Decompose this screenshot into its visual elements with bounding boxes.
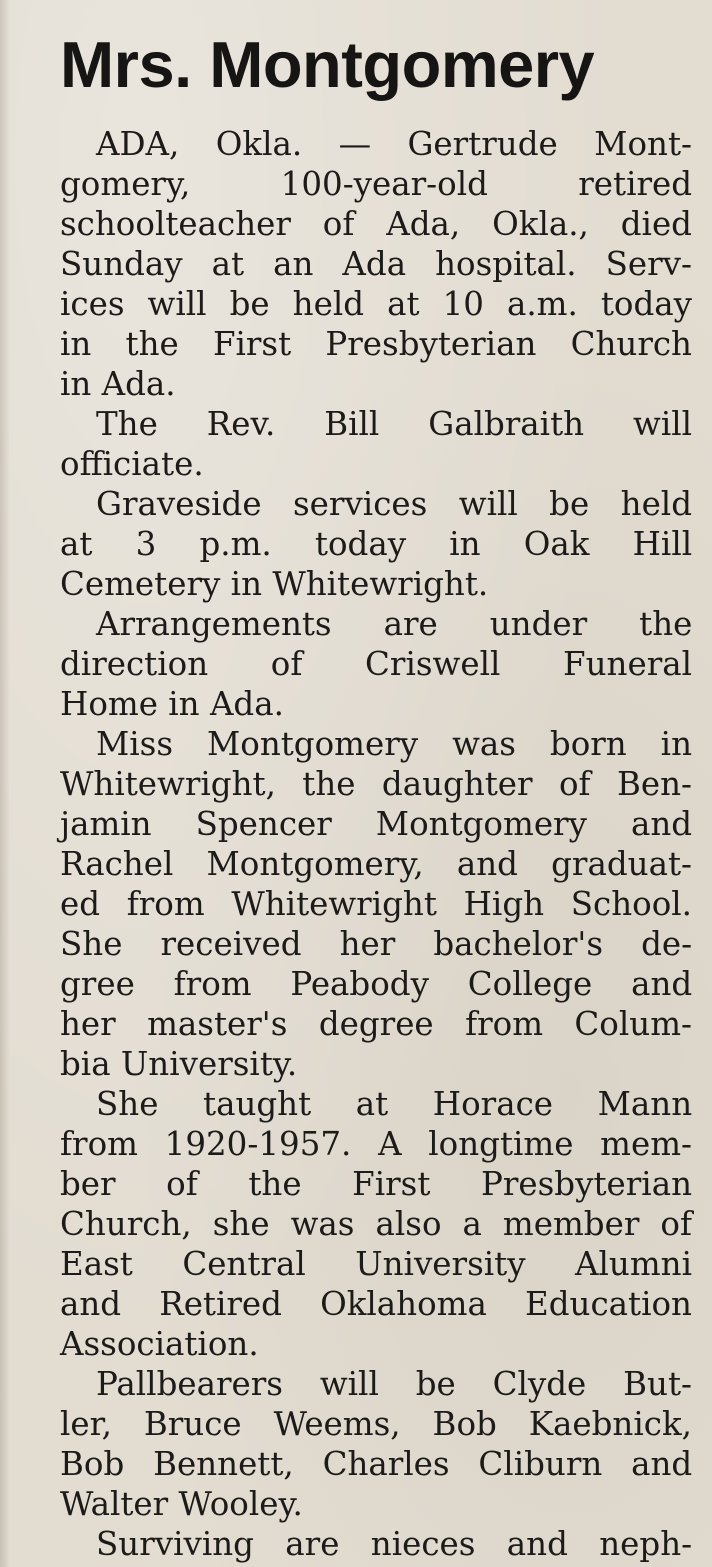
article-line: Walter Wooley. xyxy=(60,1485,303,1523)
article-line: ices will be held at 10 a.m. today xyxy=(60,285,693,323)
article-line: in Ada. xyxy=(60,365,176,403)
article-line: Bob Bennett, Charles Cliburn and xyxy=(60,1445,693,1483)
article-line: She received her bachelor's de- xyxy=(60,925,693,963)
article-line: from 1920-1957. A longtime mem- xyxy=(60,1125,692,1163)
article-line: Pallbearers will be Clyde But- xyxy=(96,1365,692,1403)
article-line: Surviving are nieces and neph- xyxy=(96,1525,693,1563)
article-line: gree from Peabody College and xyxy=(60,965,693,1003)
article-line: Home in Ada. xyxy=(60,685,284,723)
article-paragraph xyxy=(60,484,692,604)
headline: Mrs. Montgomery xyxy=(60,28,595,101)
article-paragraph xyxy=(60,124,692,404)
article-line: jamin Spencer Montgomery and xyxy=(60,805,693,843)
article-paragraph xyxy=(60,604,692,724)
article-line: ber of the First Presbyterian xyxy=(60,1165,692,1203)
article-line: East Central University Alumni xyxy=(60,1245,692,1283)
article-line: schoolteacher of Ada, Okla., died xyxy=(60,205,692,243)
article-line: Sunday at an Ada hospital. Serv- xyxy=(60,245,692,283)
article-line: Miss Montgomery was born in xyxy=(96,725,692,763)
article-line: Cemetery in Whitewright. xyxy=(60,565,489,603)
article-paragraph xyxy=(60,1364,692,1524)
paper-edge-shadow xyxy=(0,0,10,1567)
article-paragraph xyxy=(60,1524,692,1564)
article-line: direction of Criswell Funeral xyxy=(60,645,692,683)
article-line: ADA, Okla. — Gertrude Mont- xyxy=(96,125,692,163)
article-line: Whitewright, the daughter of Ben- xyxy=(60,765,692,803)
article-line: ed from Whitewright High School. xyxy=(60,885,692,923)
article-paragraph xyxy=(60,1084,692,1364)
article-line: and Retired Oklahoma Education xyxy=(60,1285,692,1323)
article-line: Association. xyxy=(60,1325,259,1363)
article-paragraph xyxy=(60,404,692,484)
article-line: She taught at Horace Mann xyxy=(96,1085,693,1123)
article-paragraph xyxy=(60,724,692,1084)
article-line: at 3 p.m. today in Oak Hill xyxy=(60,525,693,563)
article-line: The Rev. Bill Galbraith will xyxy=(96,405,692,443)
article-body xyxy=(60,124,692,1564)
article-line: Rachel Montgomery, and graduat- xyxy=(60,845,692,883)
article-line: Church, she was also a member of xyxy=(60,1205,692,1243)
article-line: Graveside services will be held xyxy=(96,485,692,523)
article-line: in the First Presbyterian Church xyxy=(60,325,692,363)
article-line: bia University. xyxy=(60,1045,298,1083)
article-line: officiate. xyxy=(60,445,204,483)
article-line: her master's degree from Colum- xyxy=(60,1005,692,1043)
article-line: Arrangements are under the xyxy=(96,605,693,643)
article-line: gomery, 100-year-old retired xyxy=(60,165,693,203)
article-line: ler, Bruce Weems, Bob Kaebnick, xyxy=(60,1405,692,1443)
